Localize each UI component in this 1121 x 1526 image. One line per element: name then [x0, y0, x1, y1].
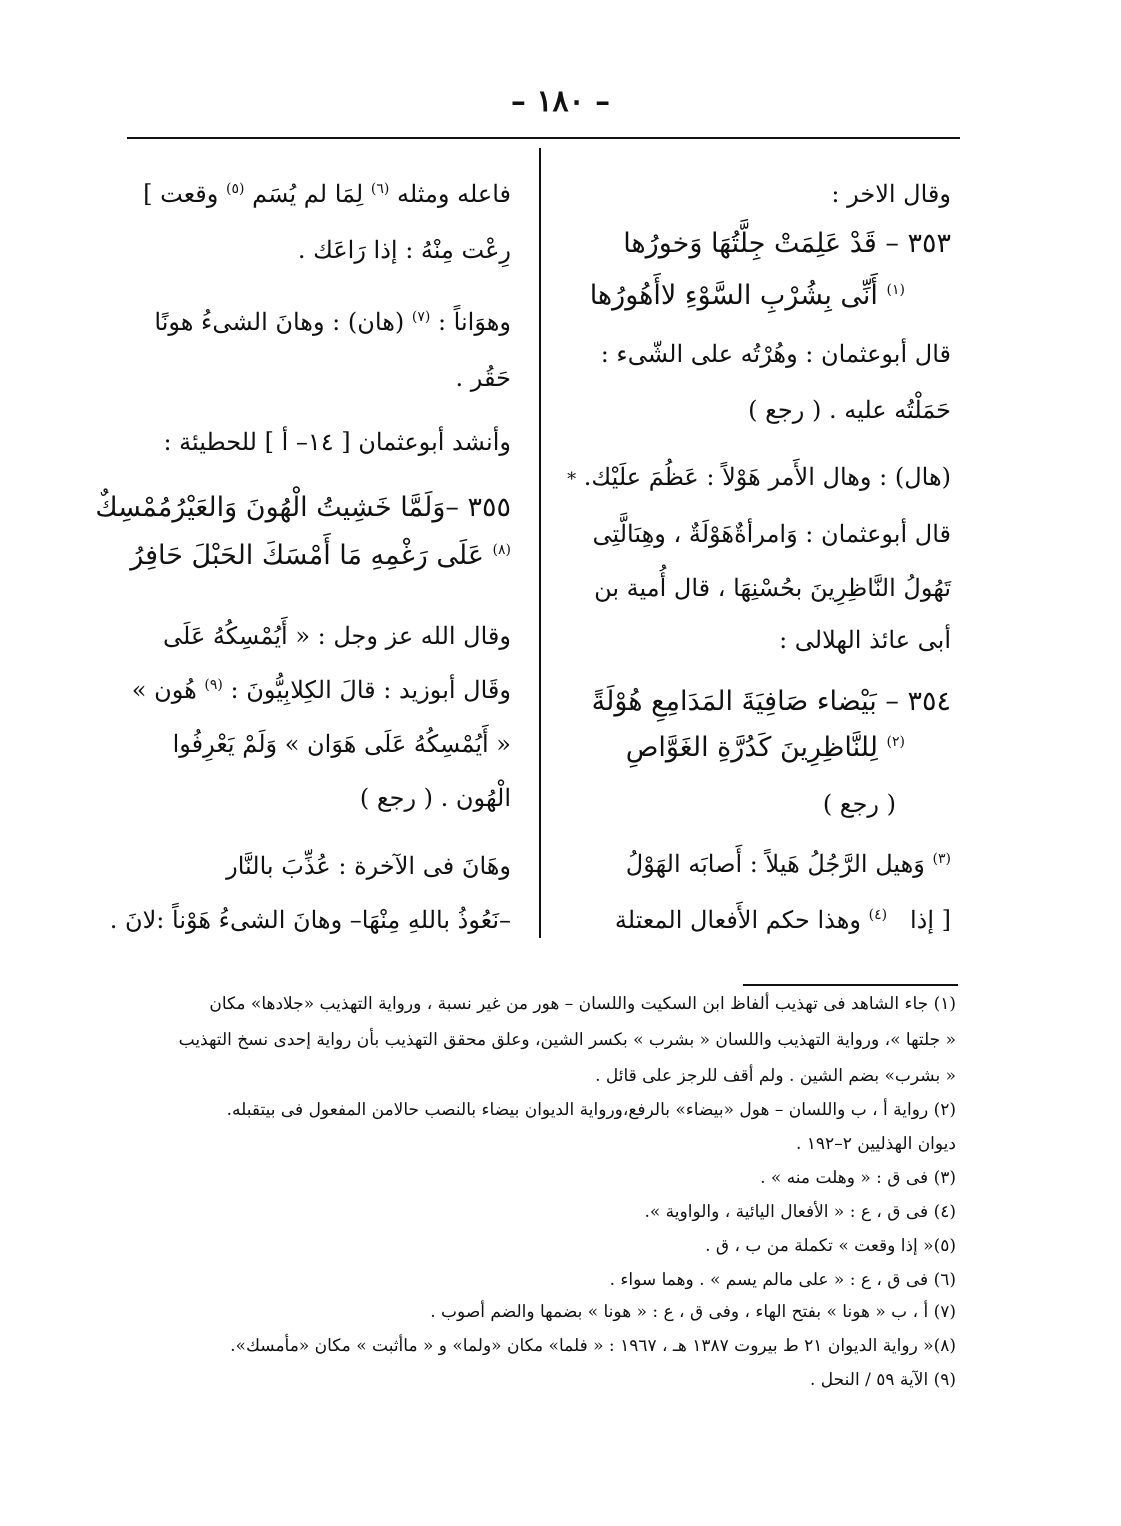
footnote-2a: (٢) رواية أ ، ب واللسان – هول «بيضاء» بالرفع،ورواية الديوان بيضاء بالنصب حالامن المفعول فى بيتقبله. — [226, 1100, 956, 1120]
left-line-3: وهوَاناً : $^{(٧)}$ (هان) : وهانَ الشىءُ هونًا — [154, 308, 511, 336]
right-line-9: أبى عائذ الهلالى : — [779, 626, 951, 654]
right-line-4: قال أبوعثمان : وهُرْتُه على الشّىء : — [600, 340, 951, 368]
footnote-ref-2: (٢) — [886, 734, 905, 750]
footnote-1b: « جلتها »، ورواية التهذيب واللسان « بشرب » بكسر الشين، وعلق محقق التهذيب بأن رواية إحدى نسخ التهذيب — [178, 1030, 956, 1050]
right-line-7: قال أبوعثمان : وَامرأةٌهَوْلَةٌ ، وهِىَالَّتِى — [592, 520, 951, 548]
left-line-1: فاعله ومثله $^{(٦)}$ لِمَا لم يُسَم $^{(٥)}$ وقعت ] — [143, 180, 511, 208]
right-line-5: حَمَلْتُه عليه . ( رجع ) — [748, 396, 951, 424]
verse-354-line-1: ٣٥٤ – بَيْضاء صَافِيَةَ المَدَامِعِ هُوْلَةً — [591, 686, 951, 717]
verse-354-line-2: $^{(٢)}$ لِلنَّاظِرِينَ كَدُرَّةِ الغَوَّاصِ — [625, 732, 905, 763]
left-line-8: وقال الله عز وجل : « أَيُمْسِكُهُ عَلَى — [163, 622, 511, 650]
header-rule — [127, 137, 960, 139]
footnote-1a: (١) جاء الشاهد فى تهذيب ألفاظ ابن السكيت واللسان – هور من غير نسبة ، ورواية التهذيب «جلادها» مكان — [209, 994, 956, 1014]
right-line-8: تَهُولُ النَّاظِرِينَ بحُسْنِهَا ، قال أُمية بن — [594, 574, 951, 602]
left-line-4: حَقُر . — [455, 364, 511, 392]
right-line-14: [ إذا $^{(٤)}$ وهذا حكم الأَفعال المعتلة — [614, 906, 951, 934]
footnote-4: (٤) فى ق ، ع : « الأفعال اليائية ، والواوية ». — [644, 1202, 956, 1222]
footnote-1c: « بشرب» بضم الشين . ولم أقف للرجز على قائل . — [595, 1066, 956, 1086]
verse-355-line-2: $^{(٨)}$ عَلَى رَغْمِهِ مَا أَمْسَكَ الحَبْلَ حَافِرُ — [130, 540, 511, 571]
footnote-rule — [743, 984, 958, 986]
column-divider — [539, 148, 541, 938]
footnote-5: (٥)« إذا وقعت » تكملة من ب ، ق . — [705, 1236, 956, 1256]
footnote-6: (٦) فى ق ، ع : « على مالم يسم » . وهما سواء . — [609, 1270, 956, 1290]
right-line-1: وقال الاخر : — [831, 180, 951, 208]
left-line-11: الْهُون . ( رجع ) — [359, 784, 511, 812]
left-line-12: وهَانَ فى الآخرة : عُذِّبَ بالنَّار — [226, 852, 511, 880]
verse-353-line-2: $^{(١)}$ أَنِّى بِشُرْبِ السَّوْءِ لاأَهُورُها — [589, 280, 905, 311]
footnote-7: (٧) أ ، ب « هونا » بفتح الهاء ، وفى ق ، ع : « هونا » بضمها والضم أصوب . — [430, 1302, 956, 1322]
asterisk-marker: * — [567, 469, 577, 490]
footnote-3: (٣) فى ق : « وهلت منه » . — [760, 1168, 956, 1188]
verse-353-line-1: ٣٥٣ – قَدْ عَلِمَتْ جِلَّتُهَا وَخورُها — [623, 228, 951, 259]
left-line-2: رِعْت مِنْهُ : إذا رَاعَك . — [297, 236, 511, 264]
footnote-8: (٨)« رواية الديوان ٢١ ط بيروت ١٣٨٧ هـ ، ١٩٦٧ : « فلما» مكان «ولما» و « ماأثبت » مكان «مأمسك». — [230, 1336, 956, 1356]
right-line-13: $^{(٣)}$ وَهيل الرَّجُلُ هَيلاً : أَصابَه الهَوْلُ — [625, 850, 951, 878]
left-line-10: « أَيُمْسِكُهُ عَلَى هَوَان » وَلَمْ يَعْرِفُوا — [172, 730, 511, 758]
right-line-6: (هال) : وهال الأَمر هَوْلاً : عَظُمَ علَيْك. * — [567, 463, 951, 491]
verse-355-line-1: ٣٥٥ –وَلَمَّا خَشِيتُ الْهُونَ وَالعَيْرُمُمْسِكٌ — [95, 492, 511, 523]
left-line-13: –نَعُوذُ باللهِ مِنْهَا– وهانَ الشىءُ هَوْناً :لانَ . — [109, 906, 511, 934]
left-line-5: وأنشد أبوعثمان [ ١٤– أ ] للحطيئة : — [163, 428, 511, 456]
page-number: – ١٨٠ – — [510, 84, 611, 119]
left-line-9: وقَال أبوزيد : قالَ الكِلابِيُّونَ : $^{(٩)}$ هُون » — [131, 676, 511, 704]
footnote-ref-1: (١) — [886, 282, 905, 298]
right-line-12: ( رجع ) — [822, 790, 896, 818]
footnote-9: (٩) الآية ٥٩ / النحل . — [810, 1370, 956, 1390]
footnote-2b: ديوان الهذليين ٢–١٩٢ . — [795, 1134, 956, 1154]
